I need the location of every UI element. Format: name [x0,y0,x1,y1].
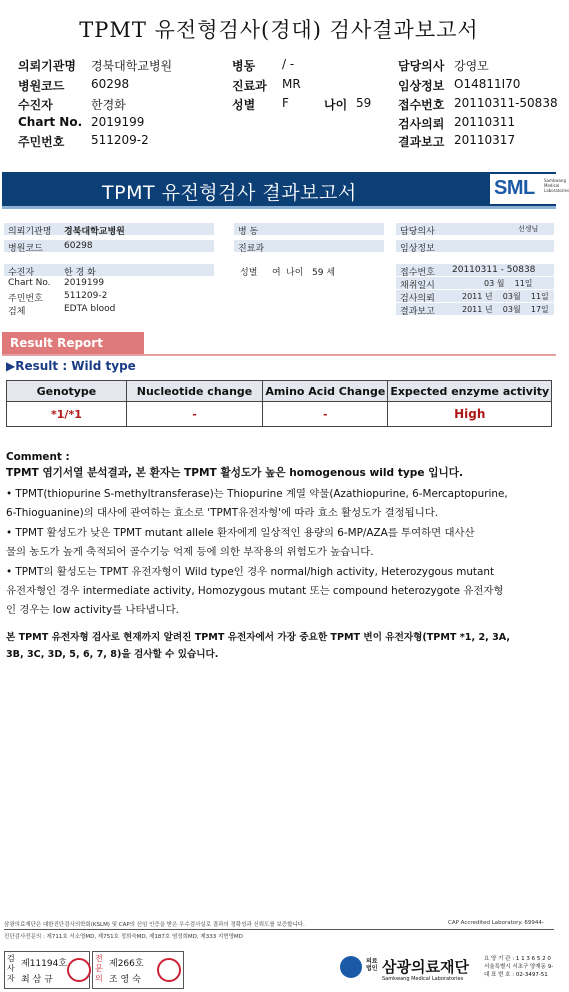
info-label: 검체 [8,307,26,317]
logo-subtext: Samkwang Medical Laboratories [544,178,569,193]
header-label: 담당의사 [398,59,445,73]
header-label: 임상정보 [398,79,445,93]
info-label: 담당의사 [400,227,435,237]
report-banner [2,172,569,209]
header-value: 511209-2 [91,133,149,147]
table-cell: High [388,402,552,427]
comment-line: 6-Thioguanine)의 대사에 관여하는 효소로 'TPMT유전자형'에 따라 효소 활성도가 결정됩니다. [6,507,439,519]
info-label: 성별 [240,268,258,278]
header-label: 수진자 [18,98,53,112]
header-label: 접수번호 [398,98,445,112]
info-label: 접수번호 [400,268,435,278]
result-report-tab: Result Report [2,332,144,354]
info-label: 수진자 [8,268,35,278]
header-label: 병원코드 [18,79,65,93]
header-label: Chart No. [18,115,83,129]
org-subname: Samkwang Medical Laboratories [382,976,464,982]
stamp-icon [157,958,181,982]
table-cell: *1/*1 [7,402,127,427]
footer-note: 삼광의료재단은 대한진단검사의학회(KSLM) 및 CAP의 신임 인증을 받은 우수검사실로 결과의 정확성과 신뢰도를 보증합니다. [4,922,305,928]
info-label: 임상정보 [400,244,435,254]
info-label: 주민번호 [8,294,43,304]
address-line: 대 표 번 호 : 02-3497-51 [484,972,548,978]
header-value: / - [282,57,295,71]
info-value: 2011 년 03월 17일 [462,305,549,314]
report-sheet [0,170,569,992]
table-row [7,402,552,427]
info-value: EDTA blood [64,304,116,314]
header-value: MR [282,77,301,91]
header-label: 주민번호 [18,135,65,149]
table-header: Expected enzyme activity [388,381,552,402]
header-label: 성별 [232,98,256,112]
info-value: 한 경 화 [64,268,96,278]
header-value: 한경화 [91,98,126,112]
header-label: 검사의뢰 [398,117,445,131]
header-label: 나이 [324,98,348,112]
info-label: 나이 [286,268,304,278]
info-label: 결과보고 [400,307,435,317]
info-label: 검사의뢰 [400,294,435,304]
info-value: 2011 년 03월 11일 [462,292,549,301]
footer-doctors: 진단검사전문의 : 제711호 서소영MD, 제751호 정희숙MD, 제187호 염정희MD, 제333 지현영MD [4,934,243,940]
table-header: Genotype [7,381,127,402]
comment-title: Comment : [6,451,70,463]
header-value: 2019199 [91,115,145,129]
seal-tag: 전문의 [95,954,103,983]
header-label: 병동 [232,59,256,73]
header-value: 60298 [91,77,130,91]
address-line: 요 양 기 관 : 1 1 3 6 5 2 0 [484,956,551,962]
seal-name: 최 삼 규 [21,975,53,985]
header-value: 20110317 [454,133,516,147]
info-value: 경북대학교병원 [64,227,125,237]
info-label: 병원코드 [8,244,43,254]
org-tag: 의료 법인 [366,958,378,972]
summary-line: 3B, 3C, 3D, 5, 6, 7, 8)을 검사할 수 있습니다. [6,649,219,660]
info-value: 선생님 [518,225,539,233]
info-value: 2019199 [64,278,105,288]
header-value: 강영모 [454,59,489,73]
info-value: 20110311 - 50838 [452,265,536,275]
org-logo-icon [340,956,362,978]
comment-line: • TPMT의 활성도는 TPMT 유전자형이 Wild type인 경우 normal/high activity, Heterozygous mutant [6,566,495,578]
table-cell: - [126,402,262,427]
summary-line: 본 TPMT 유전자형 검사로 현재까지 알려진 TPMT 유전자에서 가장 중요한 TPMT 변이 유전자형(TPMT *1, 2, 3A, [6,632,511,643]
info-value: 511209-2 [64,291,108,301]
result-table [6,380,552,427]
org-name: 삼광의료재단 [382,958,469,976]
stamp-icon [67,958,91,982]
seal-tag: 검사자 [7,954,15,983]
result-line: ▶Result : Wild type [6,359,136,373]
specialist-seal [92,951,184,989]
table-cell: - [263,402,388,427]
seal-no: 제266호 [109,959,144,969]
header-label: 의뢰기관명 [18,59,76,73]
info-value: 여 [272,268,281,278]
header-value: F [282,96,289,110]
comment-line: • TPMT 활성도가 낮은 TPMT mutant allele 환자에게 일상적인 용량의 6-MP/AZA를 투여하면 대사산 [6,527,475,539]
header-label: 결과보고 [398,135,445,149]
comment-line: 유전자형인 경우 intermediate activity, Homozygous mutant 또는 compound heterozygote 유전자형 [6,585,504,597]
comment-line: 물의 농도가 높게 축적되어 골수기능 억제 등에 의한 부작용의 위험도가 높습니다. [6,546,374,558]
footer-cap: CAP Accredited Laboratory. 69944- [448,920,544,926]
info-label: Chart No. [8,278,51,288]
header-value: 20110311-50838 [454,96,558,110]
sml-logo [490,174,569,204]
info-label: 진료과 [238,244,265,254]
header-value: O14811I70 [454,77,521,91]
address-line: 서울특별시 서초구 양재동 9- [484,964,554,970]
info-value: 59 세 [312,268,336,278]
info-label: 의뢰기관명 [8,227,52,237]
header-value: 59 [356,96,372,110]
logo-text: SML [494,177,535,199]
header-label: 진료과 [232,79,267,93]
seal-no: 제11194호 [21,959,68,969]
comment-line: 인 경우는 low activity를 나타냅니다. [6,604,179,616]
seal-name: 조 영 숙 [109,975,141,985]
info-value: 03 월 11일 [484,279,533,288]
header-value: 20110311 [454,115,516,129]
table-header: Nucleotide change [126,381,262,402]
header-value: 경북대학교병원 [91,59,173,73]
info-label: 병 동 [238,227,259,237]
result-divider [2,354,556,356]
banner-title: TPMT 유전형검사 결과보고서 [102,182,357,204]
comment-line: TPMT 염기서열 분석결과, 본 환자는 TPMT 활성도가 높은 homogenous wild type 입니다. [6,467,463,479]
info-label: 채취일시 [400,281,435,291]
examiner-seal [4,951,90,989]
document-title: TPMT 유전형검사(경대) 검사결과보고서 [79,18,479,42]
info-value: 60298 [64,241,93,251]
comment-line: • TPMT(thiopurine S-methyltransferase)는 Thiopurine 계열 약물(Azathiopurine, 6-Mercaptopurine, [6,488,508,500]
table-header: Amino Acid Change [263,381,388,402]
